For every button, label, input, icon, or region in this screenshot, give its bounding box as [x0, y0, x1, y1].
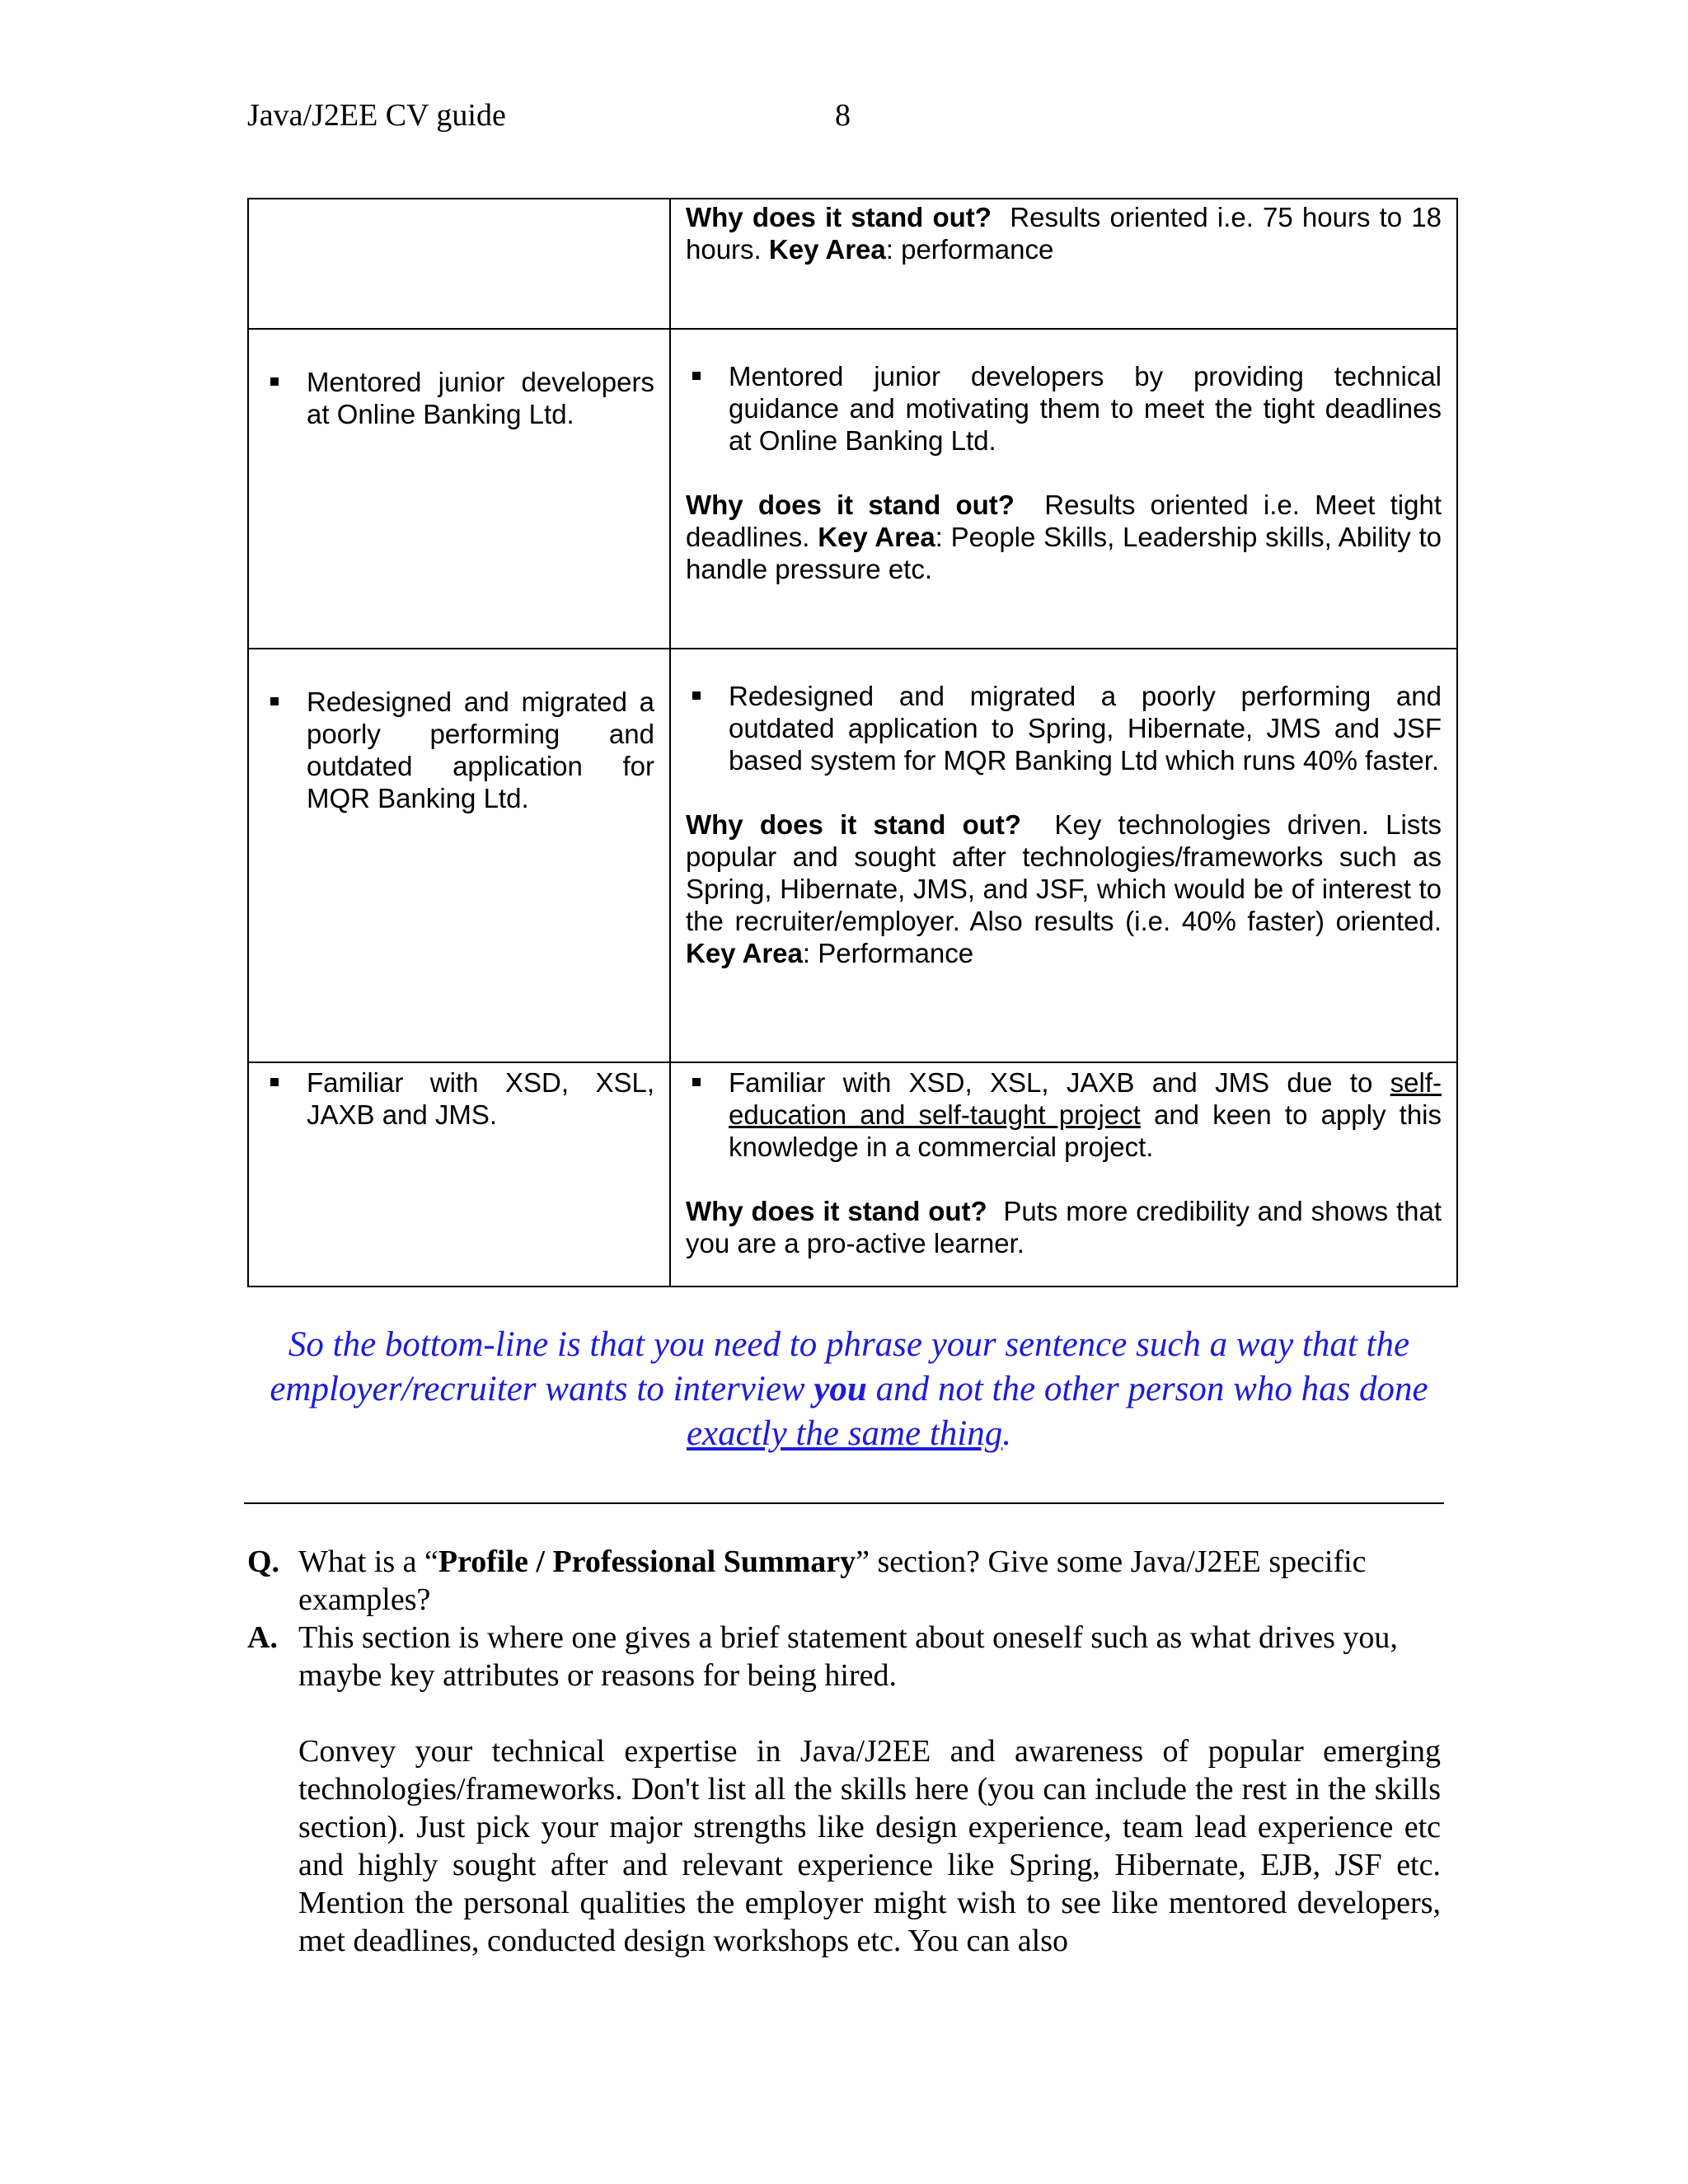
bullet-icon: [264, 686, 307, 814]
table-cell-after: [670, 329, 1457, 649]
emphasis-you: you: [814, 1370, 867, 1408]
answer-label: A.: [247, 1620, 278, 1655]
why-label: Why does it stand out?: [686, 1196, 987, 1226]
document-title: Java/J2EE CV guide: [247, 98, 506, 133]
question: Q. What is a “Profile / Professional Summary” section? Give some Java/J2EE specific examples?: [247, 1544, 1367, 1617]
table-cell-after: [670, 649, 1457, 1062]
key-area-label: Key Area: [818, 522, 935, 552]
page-number: 8: [835, 98, 851, 133]
key-area-label: Key Area: [768, 234, 886, 265]
bullet-item: Familiar with XSD, XSL, JAXB and JMS.: [264, 1066, 654, 1131]
question-bold: Profile / Professional Summary: [438, 1544, 856, 1579]
bottom-line-callout: So the bottom-line is that you need to phrase your sentence such a way that the employer/recruiter wants to interview you and not the other person who has done exactly the same thing.: [270, 1325, 1428, 1453]
key-area-text: : People Skills, Leadership skills, Ability to handle pressure etc.: [686, 522, 1442, 584]
answer-paragraph: Convey your technical expertise in Java/J2EE and awareness of popular emerging technologies/frameworks. Don't list all the skills here (you can include the rest in the skills section). Just pick your major strengths like design experience, team lead experience etc and highly sought after and relevant experience like Spring, Hibernate, EJB, JSF etc. Mention the personal qualities the employer might wish to see like mentored developers, met deadlines, conducted design workshops etc. You can also: [298, 1734, 1441, 1958]
section-divider: [244, 1502, 1444, 1504]
bullet-item: Redesigned and migrated a poorly performing and outdated application for MQR Banking Ltd.: [264, 686, 654, 814]
key-area-label: Key Area: [686, 938, 803, 968]
bullet-item: Redesigned and migrated a poorly performing and outdated application to Spring, Hibernate, JMS and JSF based system for MQR Banking Ltd which runs 40% faster.: [686, 680, 1442, 776]
table-row: [248, 329, 1457, 649]
bullet-icon: [264, 366, 307, 430]
table-cell-after: [670, 1062, 1457, 1286]
table-row: [248, 199, 1457, 329]
why-stand-out: [686, 808, 1442, 969]
why-text: Puts more credibility and shows that you are a pro-active learner.: [686, 1196, 1442, 1258]
answer: [247, 1619, 1441, 1960]
why-label: Why does it stand out?: [686, 809, 1022, 840]
table-row: [248, 649, 1457, 1062]
qa-section: [247, 1543, 1441, 1960]
table-cell-before: [248, 1062, 670, 1286]
why-stand-out: [686, 1195, 1442, 1259]
why-text: Key technologies driven. Lists popular and sought after technologies/frameworks such as Spring, Hibernate, JMS, and JSF, which would be of interest to the recruiter/employer. Also results (i.e. 40% faster) oriented.: [686, 809, 1442, 936]
why-label: Why does it stand out?: [686, 202, 992, 232]
bullet-icon: [264, 1066, 307, 1131]
table-cell-before: [248, 649, 670, 1062]
bullet-icon: [686, 1066, 729, 1163]
why-stand-out: [686, 489, 1442, 585]
comparison-table: [247, 198, 1458, 1287]
table-cell-before: [248, 199, 670, 329]
page-header: [247, 97, 1451, 138]
underlined-phrase: self-education and self-taught project: [729, 1067, 1442, 1130]
bullet-item: Mentored junior developers at Online Banking Ltd.: [264, 366, 654, 430]
why-stand-out: [686, 201, 1442, 265]
key-area-text: : Performance: [802, 938, 974, 968]
bullet-icon: [686, 360, 729, 457]
underlined-phrase: exactly the same thing: [686, 1414, 1003, 1453]
bullet-icon: [686, 680, 729, 776]
why-label: Why does it stand out?: [686, 490, 1015, 520]
question-label: Q.: [247, 1544, 280, 1579]
answer-text: This section is where one gives a brief statement about oneself such as what drives you, maybe key attributes or reasons for being hired.: [298, 1620, 1398, 1693]
table-row: [248, 1062, 1457, 1286]
bullet-item: Mentored junior developers by providing technical guidance and motivating them to meet the tight deadlines at Online Banking Ltd.: [686, 360, 1442, 457]
why-text: Results oriented i.e. 75 hours to 18 hours.: [686, 202, 1442, 265]
table-cell-after: [670, 199, 1457, 329]
key-area-text: : performance: [885, 234, 1054, 265]
bullet-item: Familiar with XSD, XSL, JAXB and JMS due to self-education and self-taught project and keen to apply this knowledge in a commercial project.: [686, 1066, 1442, 1163]
table-cell-before: [248, 329, 670, 649]
why-text: Results oriented i.e. Meet tight deadlines.: [686, 490, 1442, 552]
